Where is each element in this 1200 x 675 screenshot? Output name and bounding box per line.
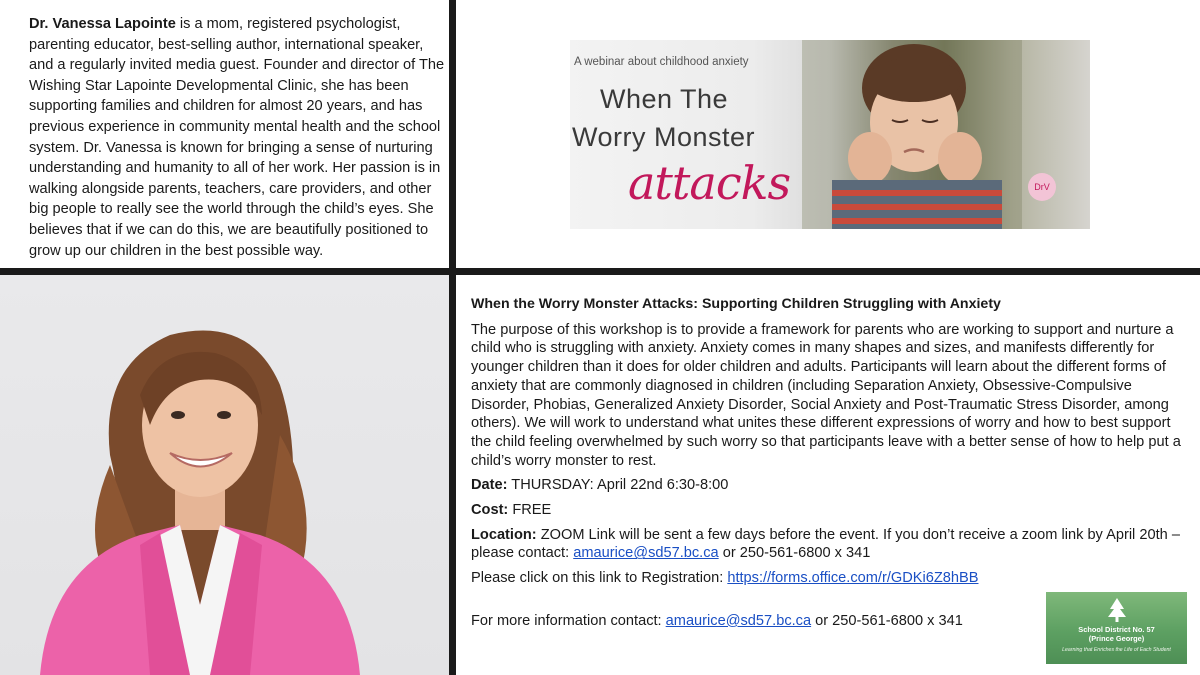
speaker-portrait-illustration [0,275,449,675]
vertical-divider [449,0,456,675]
banner-title-line2: Worry Monster [572,122,756,152]
workshop-date [471,476,1191,495]
location-label: Location: [471,526,537,543]
logo-line2: (Prince George) [1088,634,1145,643]
banner-tagline: A webinar about childhood anxiety [574,56,749,68]
location-phone: or 250-561-6800 x 341 [718,545,871,562]
logo-line1: School District No. 57 [1078,625,1155,634]
banner-title-line3: attacks [628,156,791,210]
tree-icon [1104,597,1130,623]
horizontal-divider [0,268,1200,275]
cost-value: FREE [508,502,552,519]
speaker-bio-text: is a mom, registered psychologist, parenting educator, best-selling author, international speaker, and a regularly invited media guest. Founder and director of The Wishing Star Lapointe Developmental Clinic, she has been supporting families and children for almost 20 years, and has previous experience in community mental health and the school system. Dr. Vanessa is known for bringing a sense of nurturing understanding and humanity to all of her work. Her passion is in walking alongside parents, teachers, care providers, and other big people to really see the world through the child’s eyes. She believes that if we can do this, we are beautifully positioned to grow up our children in the best possible way. [29,16,445,259]
info-text: For more information contact: [471,612,666,629]
workshop-registration [471,569,1191,588]
banner-title-line1: When The [600,84,729,114]
workshop-description: The purpose of this workshop is to provide a framework for parents who are working to support and nurture a child who is struggling with anxiety. Anxiety comes in many shapes and sizes, and manifests differently for younger children than it does for older children and adults. Participants will learn about the different forms of anxiety that are commonly diagnosed in children (including Separation Anxiety, Obsessive-Compulsive Disorder, Phobias, Generalized Anxiety Disorder, Social Anxiety and Post-Traumatic Stress Disorder, among others). We will work to understand what unites these different expressions of worry and how to best support the child feeling overwhelmed by such worry so that participants leave with a better sense of how to help put a child’s worry monster to rest. [471,321,1181,469]
speaker-photo [0,275,449,675]
info-phone: or 250-561-6800 x 341 [811,612,963,629]
date-label: Date: [471,477,508,494]
workshop-details [471,295,1191,637]
cost-label: Cost: [471,502,509,519]
child-photo [802,40,1022,229]
school-district-logo [1046,592,1187,664]
webinar-banner [570,40,1090,229]
logo-line3: Learning that Enriches the Life of Each Student [1062,647,1171,653]
speaker-name: Dr. Vanessa Lapointe [29,16,176,32]
info-email-link[interactable]: amaurice@sd57.bc.ca [665,612,812,629]
banner-badge: DrV [1028,173,1056,201]
date-value: THURSDAY: April 22nd 6:30-8:00 [507,477,729,494]
registration-link[interactable]: https://forms.office.com/r/GDKi6Z8hBB [727,570,979,587]
location-value: ZOOM Link will be sent a few days before the event. If you don’t receive a zoom link by April 20th – please contact: [471,526,1180,562]
workshop-location [471,526,1191,563]
location-email-link[interactable]: amaurice@sd57.bc.ca [573,545,719,562]
workshop-cost [471,501,1191,520]
registration-text: Please click on this link to Registration: [471,570,728,587]
speaker-bio [29,14,447,261]
workshop-heading: When the Worry Monster Attacks: Supporting Children Struggling with Anxiety [471,296,1001,312]
